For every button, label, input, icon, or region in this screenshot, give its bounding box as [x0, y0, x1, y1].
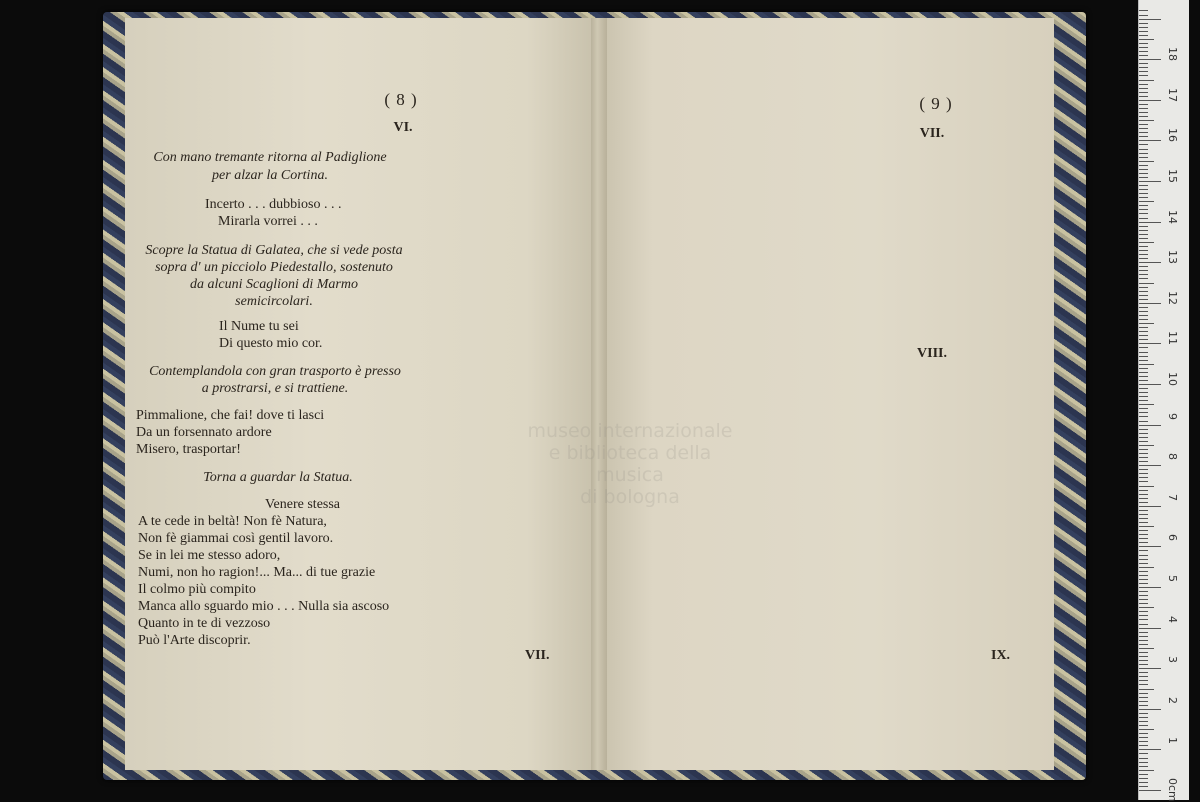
text-line: Con mano tremante ritorna al Padiglione — [153, 150, 387, 165]
ruler-tick — [1139, 652, 1148, 653]
text-line: Scopre la Statua di Galatea, che si vede posta — [145, 243, 403, 258]
ruler-tick — [1139, 356, 1148, 357]
ruler-tick — [1139, 226, 1148, 227]
watermark-line: di bologna — [580, 486, 680, 508]
ruler-tick — [1139, 71, 1148, 72]
ruler-tick — [1139, 753, 1148, 754]
ruler-label: 14 — [1166, 209, 1179, 224]
ruler-tick — [1139, 786, 1148, 787]
section-heading-vi: VI. — [393, 120, 413, 135]
ruler-tick — [1139, 591, 1148, 592]
ruler-tick — [1139, 542, 1148, 543]
ruler-tick — [1139, 47, 1148, 48]
ruler-tick — [1139, 770, 1154, 771]
ruler-tick — [1139, 149, 1148, 150]
text-line: Da un forsennato ardore — [136, 425, 272, 440]
ruler-tick — [1139, 571, 1148, 572]
ruler-tick — [1139, 319, 1148, 320]
ruler-tick — [1139, 477, 1148, 478]
text-line: Se in lei me stesso adoro, — [138, 548, 281, 563]
ruler-tick — [1139, 433, 1148, 434]
ruler-tick — [1139, 579, 1148, 580]
ruler-tick — [1139, 185, 1148, 186]
ruler-tick — [1139, 132, 1148, 133]
ruler-tick — [1139, 510, 1148, 511]
ruler-tick — [1139, 39, 1154, 40]
ruler-tick — [1139, 352, 1148, 353]
text-line: Pimmalione, che fai! dove ti lasci — [136, 408, 325, 423]
ruler-label: 6 — [1166, 534, 1179, 542]
ruler-tick — [1139, 408, 1148, 409]
ruler-label: 15 — [1166, 169, 1179, 183]
ruler-label: 12 — [1166, 290, 1179, 305]
text-line: Il Nume tu sei — [219, 319, 299, 334]
ruler-label: 8 — [1166, 453, 1179, 461]
ruler-tick — [1139, 575, 1148, 576]
ruler-tick — [1139, 526, 1154, 527]
page-number-left: ( 8 ) — [384, 90, 418, 109]
text-line: Numi, non ho ragion!... Ma... di tue grazie — [138, 565, 376, 580]
ruler-tick — [1139, 563, 1148, 564]
ruler-tick — [1139, 762, 1148, 763]
ruler-label: 9 — [1166, 412, 1179, 420]
ruler-tick — [1139, 287, 1148, 288]
ruler-tick — [1139, 790, 1161, 791]
ruler-tick — [1139, 315, 1148, 316]
ruler-label: 0cm — [1166, 778, 1179, 802]
text-line: Venere stessa — [265, 497, 341, 512]
ruler-tick — [1139, 27, 1148, 28]
ruler-tick — [1139, 668, 1161, 669]
ruler-tick — [1139, 205, 1148, 206]
ruler-tick — [1139, 729, 1154, 730]
ruler-tick — [1139, 676, 1148, 677]
ruler-tick — [1139, 550, 1148, 551]
ruler-tick — [1139, 656, 1148, 657]
ruler-tick — [1139, 392, 1148, 393]
ruler-tick — [1139, 222, 1161, 223]
ruler-label: 4 — [1166, 615, 1179, 623]
ruler-tick — [1139, 35, 1148, 36]
ruler-tick — [1139, 481, 1148, 482]
ruler-tick — [1139, 181, 1161, 182]
ruler-tick — [1139, 425, 1161, 426]
ruler-tick — [1139, 120, 1154, 121]
ruler-tick — [1139, 546, 1161, 547]
ruler-tick — [1139, 218, 1148, 219]
watermark-line: museo internazionale — [527, 420, 733, 442]
ruler-tick — [1139, 80, 1154, 81]
ruler-tick — [1139, 469, 1148, 470]
text-line: a prostrarsi, e si trattiene. — [201, 381, 349, 396]
ruler-tick — [1139, 193, 1148, 194]
measurement-ruler — [1138, 0, 1189, 800]
ruler-tick — [1139, 19, 1161, 20]
ruler-tick — [1139, 632, 1148, 633]
ruler-tick — [1139, 453, 1148, 454]
ruler-tick — [1139, 323, 1154, 324]
ruler-tick — [1139, 644, 1148, 645]
ruler-tick — [1139, 737, 1148, 738]
ruler-tick — [1139, 278, 1148, 279]
ruler-tick — [1139, 640, 1148, 641]
ruler-tick — [1139, 697, 1148, 698]
ruler-tick — [1139, 559, 1148, 560]
ruler-tick — [1139, 619, 1148, 620]
ruler-tick — [1139, 745, 1148, 746]
ruler-tick — [1139, 343, 1161, 344]
ruler-label: 5 — [1166, 575, 1179, 582]
ruler-tick — [1139, 465, 1161, 466]
ruler-tick — [1139, 522, 1148, 523]
ruler-tick — [1139, 112, 1148, 113]
ruler-tick — [1139, 88, 1148, 89]
ruler-tick — [1139, 530, 1148, 531]
ruler-tick — [1139, 157, 1148, 158]
ruler-label: 17 — [1166, 87, 1179, 102]
ruler-tick — [1139, 615, 1148, 616]
ruler-tick — [1139, 246, 1148, 247]
ruler-tick — [1139, 335, 1148, 336]
ruler-tick — [1139, 782, 1148, 783]
text-line: Non fè giammai così gentil lavoro. — [138, 531, 334, 546]
ruler-tick — [1139, 445, 1154, 446]
ruler-label: 18 — [1166, 47, 1179, 62]
ruler-tick — [1139, 327, 1148, 328]
ruler-tick — [1139, 624, 1148, 625]
ruler-tick — [1139, 416, 1148, 417]
ruler-tick — [1139, 291, 1148, 292]
ruler-tick — [1139, 473, 1148, 474]
text-line: sopra d' un picciolo Piedestallo, sostenuto — [155, 260, 393, 275]
ruler-tick — [1139, 169, 1148, 170]
ruler-tick — [1139, 15, 1148, 16]
ruler-tick — [1139, 595, 1148, 596]
ruler-tick — [1139, 104, 1148, 105]
text-line: Misero, trasportar! — [136, 442, 241, 457]
watermark-line: e biblioteca della musica — [548, 442, 712, 486]
ruler-tick — [1139, 749, 1161, 750]
ruler-tick — [1139, 23, 1148, 24]
text-line: semicircolari. — [235, 294, 313, 309]
ruler-tick — [1139, 502, 1148, 503]
ruler-tick — [1139, 140, 1161, 141]
text-line: Mirarla vorrei . . . — [218, 214, 318, 229]
ruler-tick — [1139, 457, 1148, 458]
text-line: A te cede in beltà! Non fè Natura, — [138, 514, 327, 529]
ruler-tick — [1139, 380, 1148, 381]
text-line: Di questo mio cor. — [219, 336, 323, 351]
ruler-tick — [1139, 384, 1161, 385]
ruler-tick — [1139, 372, 1148, 373]
ruler-tick — [1139, 258, 1148, 259]
book — [103, 12, 1086, 780]
ruler-tick — [1139, 177, 1148, 178]
ruler-tick — [1139, 684, 1148, 685]
ruler-tick — [1139, 514, 1148, 515]
ruler-tick — [1139, 705, 1148, 706]
ruler-tick — [1139, 55, 1148, 56]
ruler-tick — [1139, 376, 1148, 377]
ruler-tick — [1139, 766, 1148, 767]
ruler-tick — [1139, 412, 1148, 413]
ruler-tick — [1139, 283, 1154, 284]
ruler-tick — [1139, 230, 1148, 231]
ruler-tick — [1139, 449, 1148, 450]
ruler-tick — [1139, 209, 1148, 210]
ruler-tick — [1139, 63, 1148, 64]
ruler-tick — [1139, 689, 1154, 690]
ruler-tick — [1139, 250, 1148, 251]
ruler-tick — [1139, 128, 1148, 129]
ruler-tick — [1139, 75, 1148, 76]
ruler-tick — [1139, 494, 1148, 495]
ruler-tick — [1139, 124, 1148, 125]
ruler-tick — [1139, 534, 1148, 535]
ruler-tick — [1139, 725, 1148, 726]
left-page — [125, 18, 598, 770]
ruler-tick — [1139, 400, 1148, 401]
library-watermark — [525, 420, 735, 508]
ruler-tick — [1139, 429, 1148, 430]
ruler-tick — [1139, 567, 1154, 568]
ruler-tick — [1139, 136, 1148, 137]
ruler-label: 2 — [1166, 696, 1179, 704]
ruler-label: 16 — [1166, 128, 1179, 143]
ruler-tick — [1139, 295, 1148, 296]
ruler-tick — [1139, 733, 1148, 734]
ruler-tick — [1139, 490, 1148, 491]
ruler-tick — [1139, 51, 1148, 52]
ruler-tick — [1139, 270, 1148, 271]
ruler-tick — [1139, 299, 1148, 300]
ruler-tick — [1139, 778, 1148, 779]
section-heading-vii: VII. — [919, 126, 945, 141]
ruler-tick — [1139, 165, 1148, 166]
ruler-tick — [1139, 660, 1148, 661]
ruler-tick — [1139, 31, 1148, 32]
ruler-tick — [1139, 628, 1161, 629]
ruler-tick — [1139, 461, 1148, 462]
text-line: Quanto in te di vezzoso — [138, 616, 271, 631]
page-number-right: ( 9 ) — [919, 94, 953, 113]
ruler-label: 10 — [1166, 372, 1179, 386]
text-line: Manca allo sguardo mio . . . Nulla sia ascoso — [138, 599, 390, 614]
ruler-tick — [1139, 234, 1148, 235]
ruler-tick — [1139, 486, 1154, 487]
ruler-tick — [1139, 84, 1148, 85]
ruler-tick — [1139, 648, 1154, 649]
ruler-tick — [1139, 238, 1148, 239]
ruler-tick — [1139, 43, 1148, 44]
ruler-tick — [1139, 307, 1148, 308]
ruler-tick — [1139, 583, 1148, 584]
ruler-tick — [1139, 347, 1148, 348]
ruler-tick — [1139, 421, 1148, 422]
ruler-tick — [1139, 388, 1148, 389]
ruler-tick — [1139, 161, 1154, 162]
ruler-tick — [1139, 96, 1148, 97]
ruler-tick — [1139, 713, 1148, 714]
ruler-label: 11 — [1166, 331, 1179, 346]
ruler-tick — [1139, 242, 1154, 243]
ruler-tick — [1139, 254, 1148, 255]
ruler-label: 1 — [1166, 737, 1179, 745]
text-line: Torna a guardar la Statua. — [203, 470, 353, 485]
catchword-right: IX. — [991, 648, 1011, 663]
ruler-tick — [1139, 672, 1148, 673]
ruler-tick — [1139, 360, 1148, 361]
text-line: da alcuni Scaglioni di Marmo — [190, 277, 358, 292]
ruler-tick — [1139, 100, 1161, 101]
ruler-label: 7 — [1166, 493, 1179, 501]
ruler-tick — [1139, 693, 1148, 694]
ruler-tick — [1139, 587, 1161, 588]
ruler-tick — [1139, 709, 1161, 710]
section-heading-viii: VIII. — [917, 346, 947, 361]
ruler-tick — [1139, 599, 1148, 600]
ruler-tick — [1139, 717, 1148, 718]
text-line: Incerto . . . dubbioso . . . — [205, 197, 342, 212]
ruler-tick — [1139, 266, 1148, 267]
ruler-tick — [1139, 774, 1148, 775]
ruler-tick — [1139, 67, 1148, 68]
ruler-tick — [1139, 680, 1148, 681]
ruler-tick — [1139, 364, 1154, 365]
ruler-tick — [1139, 437, 1148, 438]
ruler-tick — [1139, 201, 1154, 202]
ruler-tick — [1139, 758, 1148, 759]
ruler-tick — [1139, 636, 1148, 637]
ruler-tick — [1139, 404, 1154, 405]
ruler-tick — [1139, 538, 1148, 539]
right-page — [598, 18, 1054, 770]
ruler-tick — [1139, 441, 1148, 442]
ruler-label: 3 — [1166, 656, 1179, 664]
book-gutter — [591, 18, 607, 770]
ruler-tick — [1139, 10, 1148, 11]
ruler-tick — [1139, 396, 1148, 397]
text-line: Il colmo più compito — [138, 582, 256, 597]
ruler-tick — [1139, 701, 1148, 702]
ruler-tick — [1139, 173, 1148, 174]
ruler-tick — [1139, 498, 1148, 499]
ruler-tick — [1139, 607, 1154, 608]
ruler-tick — [1139, 116, 1148, 117]
ruler-tick — [1139, 108, 1148, 109]
ruler-tick — [1139, 664, 1148, 665]
ruler-tick — [1139, 368, 1148, 369]
ruler-tick — [1139, 303, 1161, 304]
ruler-tick — [1139, 611, 1148, 612]
ruler-tick — [1139, 741, 1148, 742]
ruler-tick — [1139, 555, 1148, 556]
catchword-left: VII. — [525, 648, 550, 663]
ruler-tick — [1139, 721, 1148, 722]
ruler-tick — [1139, 213, 1148, 214]
ruler-tick — [1139, 92, 1148, 93]
ruler-tick — [1139, 339, 1148, 340]
text-line: Contemplandola con gran trasporto è presso — [149, 364, 401, 379]
ruler-tick — [1139, 59, 1161, 60]
ruler-tick — [1139, 189, 1148, 190]
ruler-tick — [1139, 262, 1161, 263]
ruler-tick — [1139, 144, 1148, 145]
ruler-label: 13 — [1166, 250, 1179, 265]
text-line: Può l'Arte discoprir. — [138, 633, 251, 648]
ruler-tick — [1139, 153, 1148, 154]
ruler-tick — [1139, 274, 1148, 275]
ruler-tick — [1139, 197, 1148, 198]
ruler-tick — [1139, 518, 1148, 519]
ruler-tick — [1139, 311, 1148, 312]
ruler-tick — [1139, 506, 1161, 507]
ruler-tick — [1139, 603, 1148, 604]
ruler-tick — [1139, 331, 1148, 332]
text-line: per alzar la Cortina. — [212, 168, 328, 183]
